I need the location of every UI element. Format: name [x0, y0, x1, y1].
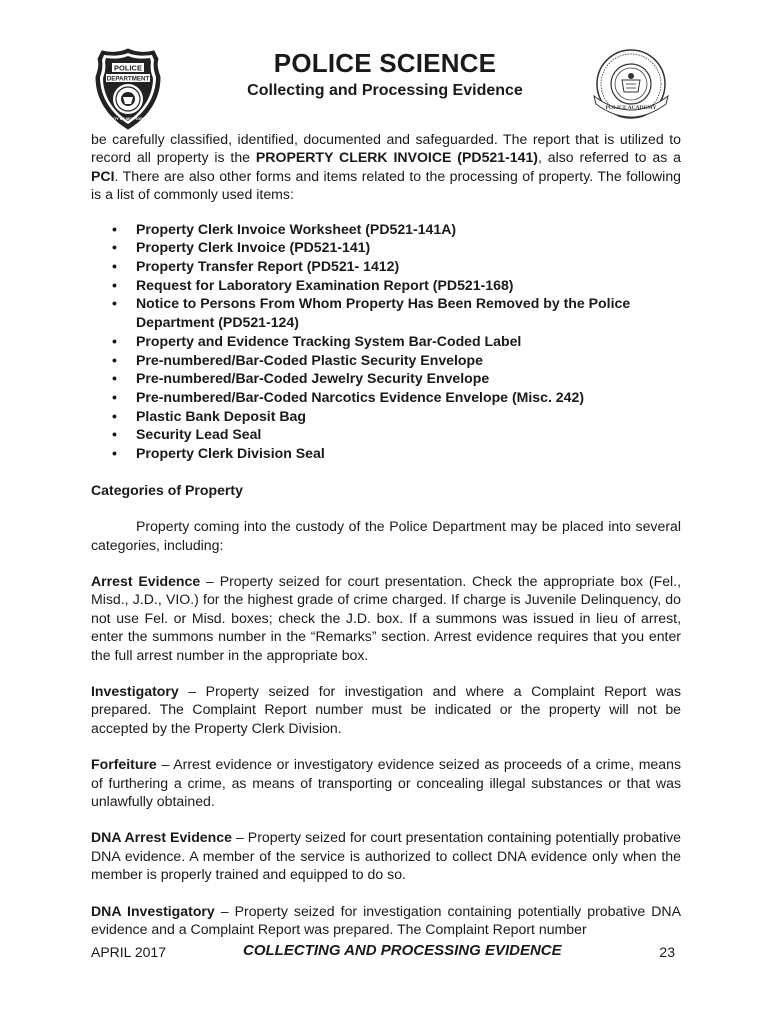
category-dna-investigatory: DNA Investigatory – Property seized for investigation containing potentially probative DNA evidence and a Complaint Report was prepared. The Complaint Report number: [91, 902, 681, 938]
forms-items-list: [91, 220, 681, 463]
list-item: • Security Lead Seal: [91, 425, 681, 444]
footer-section-title: COLLECTING AND PROCESSING EVIDENCE: [243, 942, 562, 959]
badge-middle-text: DEPARTMENT: [106, 75, 150, 83]
list-item: • Property and Evidence Tracking System Bar-Coded Label: [91, 332, 681, 351]
badge-bottom-text: CITY OF NEW YORK: [110, 117, 146, 121]
list-item: • Pre-numbered/Bar-Coded Jewelry Security Envelope: [91, 369, 681, 388]
category-dna-arrest-evidence: DNA Arrest Evidence – Property seized for court presentation containing potentially probative DNA evidence. A member of the service is authorized to collect DNA evidence only when the member is properly trained and equipped to do so.: [91, 829, 681, 883]
section-heading: Categories of Property: [91, 481, 243, 498]
category-arrest-evidence: Arrest Evidence – Property seized for court presentation. Check the appropriate box (Fel., Misd., J.D., VIO.) for the highest grade of crime charged. If charge is Juvenile Delinquency, do not use Fel. or Misd. boxes; check the J.D. box. If a summons was issued in lieu of arrest, enter the summons number in the “Remarks” section. Arrest evidence requires that you enter the full arrest number in the appropriate box.: [91, 572, 681, 663]
list-item: • Property Clerk Division Seal: [91, 444, 681, 463]
police-academy-seal-icon: [586, 46, 676, 122]
document-body: [91, 130, 681, 938]
list-item: • Plastic Bank Deposit Bag: [91, 407, 681, 426]
list-item: • Pre-numbered/Bar-Coded Plastic Security Envelope: [91, 351, 681, 370]
list-item: • Request for Laboratory Examination Report (PD521-168): [91, 276, 681, 295]
category-investigatory: Investigatory – Property seized for investigation and where a Complaint Report was prepared. The Complaint Report number must be indicated or the property will not be accepted by the Property Clerk Division.: [91, 683, 681, 736]
page-header: [0, 44, 770, 124]
intro-paragraph: be carefully classified, identified, documented and safeguarded. The report that is utilized to record all property is the PROPERTY CLERK INVOICE (PD521-141), also referred to as a PCI. There are also other forms and items related to the processing of property. The following is a list of commonly used items:: [91, 131, 681, 203]
category-forfeiture: Forfeiture – Arrest evidence or investigatory evidence seized as proceeds of a crime, means of furthering a crime, as means of transporting or concealing illegal substances or that was unlawfully obtained.: [91, 756, 681, 810]
page-title: POLICE SCIENCE: [273, 48, 497, 78]
page-number: 23: [659, 944, 675, 960]
seal-ring-text: POLICE ACADEMY: [605, 105, 657, 111]
list-item: • Notice to Persons From Whom Property Has Been Removed by the Police Department (PD521-124): [91, 294, 681, 331]
categories-intro: Property coming into the custody of the Police Department may be placed into several categories, including:: [91, 518, 681, 553]
list-item: • Property Clerk Invoice (PD521-141): [91, 238, 681, 257]
list-item: • Pre-numbered/Bar-Coded Narcotics Evidence Envelope (Misc. 242): [91, 388, 681, 407]
page-subtitle: Collecting and Processing Evidence: [247, 82, 523, 99]
footer-date: APRIL 2017: [91, 944, 166, 960]
list-item: • Property Clerk Invoice Worksheet (PD521-141A): [91, 220, 681, 239]
badge-top-text: POLICE: [114, 63, 142, 73]
page-footer: [91, 942, 681, 962]
list-item: • Property Transfer Report (PD521- 1412): [91, 257, 681, 276]
